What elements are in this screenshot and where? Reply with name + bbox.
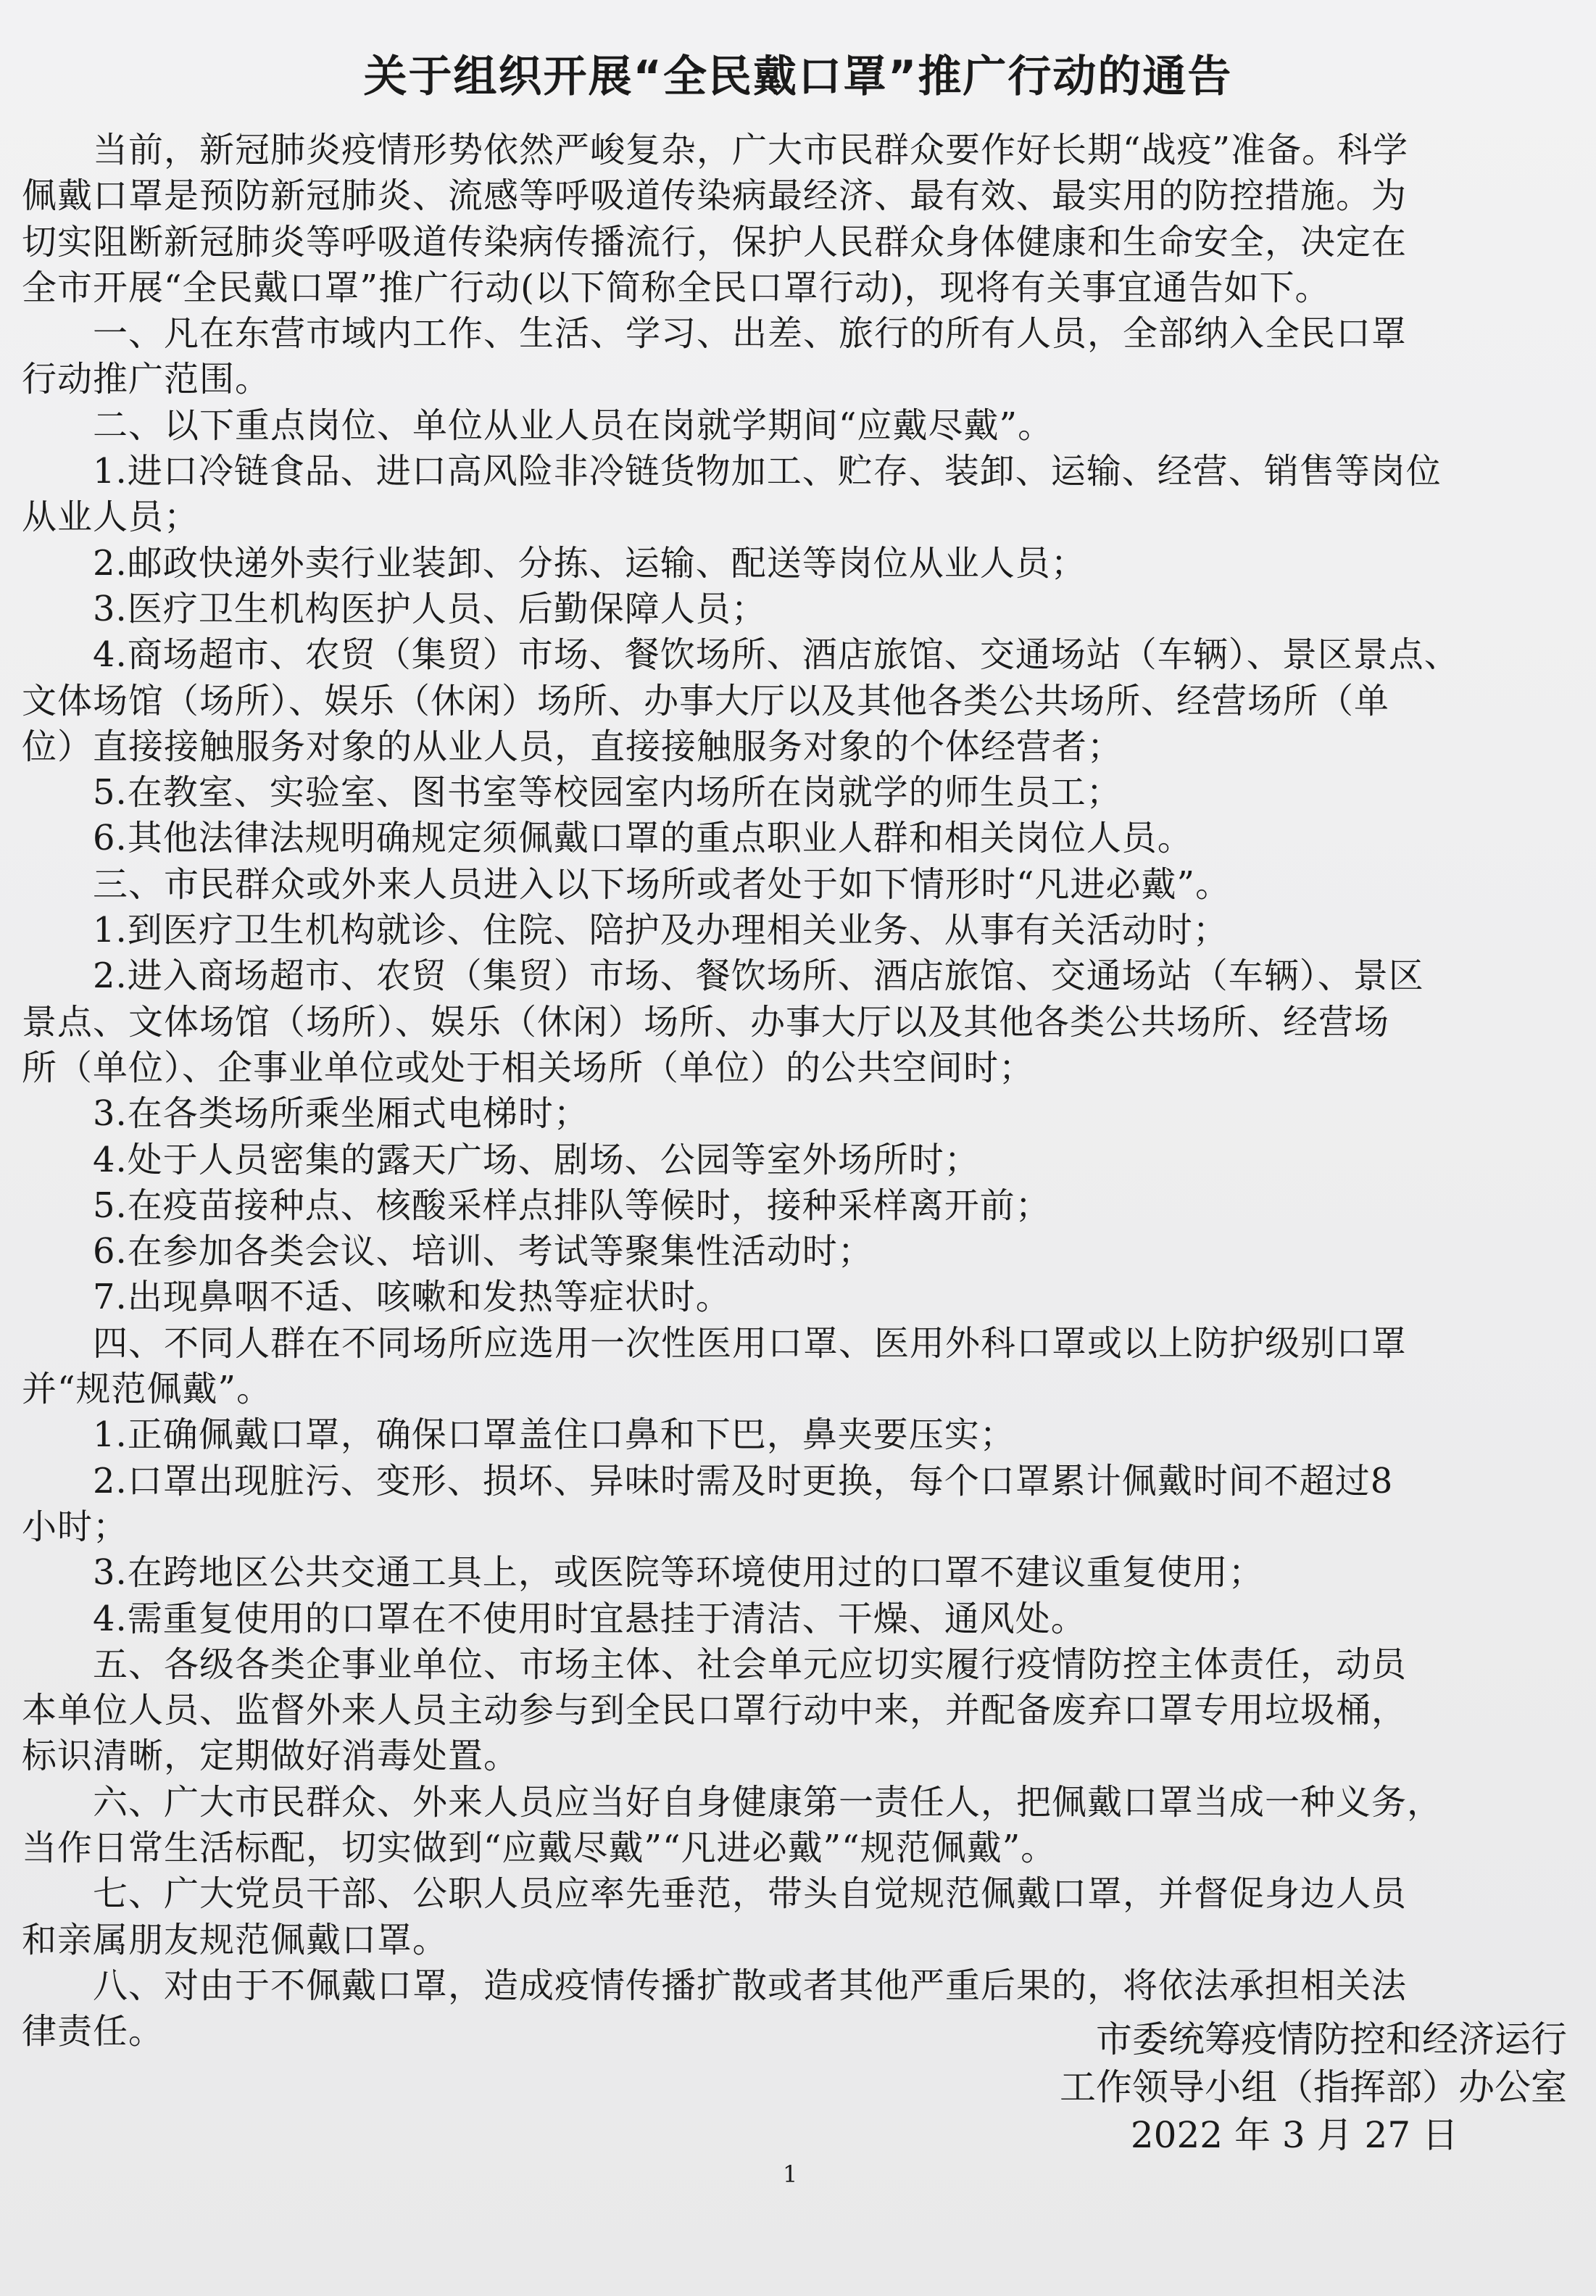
text-line: 一、凡在东营市域内工作、生活、学习、出差、旅行的所有人员，全部纳入全民口罩 [22, 313, 1408, 355]
text-line: 八、对由于不佩戴口罩，造成疫情传播扩散或者其他严重后果的，将依法承担相关法 [22, 1965, 1408, 2006]
text-line: 佩戴口罩是预防新冠肺炎、流感等呼吸道传染病最经济、最有效、最实用的防控措施。为 [22, 175, 1408, 217]
issue-date: 2022 年 3 月 27 日 [1130, 2114, 1458, 2156]
text-line: 3.医疗卫生机构医护人员、后勤保障人员； [22, 588, 767, 629]
text-line: 4.处于人员密集的露天广场、剧场、公园等室外场所时； [22, 1139, 980, 1180]
text-line: 文体场馆（场所）、娱乐（休闲）场所、办事大厅以及其他各类公共场所、经营场所（单 [22, 680, 1390, 721]
text-line: 行动推广范围。 [22, 359, 271, 400]
issuer-line-1: 市委统筹疫情防控和经济运行 [1096, 2018, 1567, 2060]
notice-body [22, 128, 1566, 2055]
text-line: 位）直接接触服务对象的从业人员，直接接触服务对象的个体经营者； [22, 726, 1123, 767]
text-line: 七、广大党员干部、公职人员应率先垂范，带头自觉规范佩戴口罩，并督促身边人员 [22, 1873, 1408, 1915]
page-number: 1 [783, 2160, 798, 2188]
text-line: 五、各级各类企事业单位、市场主体、社会单元应切实履行疫情防控主体责任，动员 [22, 1644, 1408, 1685]
text-line: 三、市民群众或外来人员进入以下场所或者处于如下情形时“凡进必戴”。 [22, 863, 1231, 905]
text-line: 2.邮政快递外卖行业装卸、分拣、运输、配送等岗位从业人员； [22, 542, 1086, 584]
text-line: 二、以下重点岗位、单位从业人员在岗就学期间“应戴尽戴”。 [22, 405, 1054, 446]
issuer-line-2: 工作领导小组（指挥部）办公室 [1060, 2066, 1567, 2108]
text-line: 全市开展“全民戴口罩”推广行动(以下简称全民口罩行动)，现将有关事宜通告如下。 [22, 267, 1331, 308]
text-line: 1.进口冷链食品、进口高风险非冷链货物加工、贮存、装卸、运输、经营、销售等岗位 [22, 451, 1442, 492]
text-line: 所（单位）、企事业单位或处于相关场所（单位）的公共空间时； [22, 1047, 1035, 1088]
text-line: 5.在疫苗接种点、核酸采样点排队等候时，接种采样离开前； [22, 1185, 1051, 1226]
text-line: 6.其他法律法规明确规定须佩戴口罩的重点职业人群和相关岗位人员。 [22, 818, 1193, 859]
text-line: 1.正确佩戴口罩，确保口罩盖住口鼻和下巴，鼻夹要压实； [22, 1414, 1015, 1456]
text-line: 7.出现鼻咽不适、咳嗽和发热等症状时。 [22, 1277, 731, 1318]
text-line: 从业人员； [22, 497, 200, 538]
text-line: 本单位人员、监督外来人员主动参与到全民口罩行动中来，并配备废弃口罩专用垃圾桶， [22, 1690, 1408, 1731]
text-line: 小时； [22, 1506, 129, 1547]
text-line: 3.在各类场所乘坐厢式电梯时； [22, 1093, 589, 1135]
text-line: 四、不同人群在不同场所应选用一次性医用口罩、医用外科口罩或以上防护级别口罩 [22, 1322, 1408, 1364]
text-line: 1.到医疗卫生机构就诊、住院、陪护及办理相关业务、从事有关活动时； [22, 910, 1229, 951]
text-line: 当作日常生活标配，切实做到“应戴尽戴”“凡进必戴”“规范佩戴”。 [22, 1827, 1057, 1868]
text-line: 切实阻断新冠肺炎等呼吸道传染病传播流行，保护人民群众身体健康和生命安全，决定在 [22, 221, 1408, 262]
text-line: 律责任。 [22, 2011, 165, 2052]
text-line: 4.需重复使用的口罩在不使用时宜悬挂于清洁、干燥、通风处。 [22, 1598, 1086, 1639]
text-line: 和亲属朋友规范佩戴口罩。 [22, 1919, 449, 1960]
signature-block [1060, 2015, 1567, 2159]
text-line: 标识清晰，定期做好消毒处置。 [22, 1736, 520, 1777]
text-line: 当前，新冠肺炎疫情形势依然严峻复杂，广大市民群众要作好长期“战疫”准备。科学 [22, 130, 1409, 170]
text-line: 2.口罩出现脏污、变形、损坏、异味时需及时更换，每个口罩累计佩戴时间不超过8 [22, 1460, 1394, 1501]
text-line: 4.商场超市、农贸（集贸）市场、餐饮场所、酒店旅馆、交通场站（车辆）、景区景点、 [22, 634, 1460, 676]
text-line: 6.在参加各类会议、培训、考试等聚集性活动时； [22, 1231, 873, 1272]
text-line: 并“规范佩戴”。 [22, 1369, 273, 1410]
text-line: 景点、文体场馆（场所）、娱乐（休闲）场所、办事大厅以及其他各类公共场所、经营场 [22, 1001, 1390, 1043]
text-line: 3.在跨地区公共交通工具上，或医院等环境使用过的口罩不建议重复使用； [22, 1552, 1264, 1593]
notice-title: 关于组织开展“全民戴口罩”推广行动的通告 [363, 51, 1233, 102]
text-line: 5.在教室、实验室、图书室等校园室内场所在岗就学的师生员工； [22, 772, 1122, 813]
text-line: 2.进入商场超市、农贸（集贸）市场、餐饮场所、酒店旅馆、交通场站（车辆）、景区 [22, 956, 1424, 997]
text-line: 六、广大市民群众、外来人员应当好自身健康第一责任人，把佩戴口罩当成一种义务， [22, 1781, 1443, 1823]
